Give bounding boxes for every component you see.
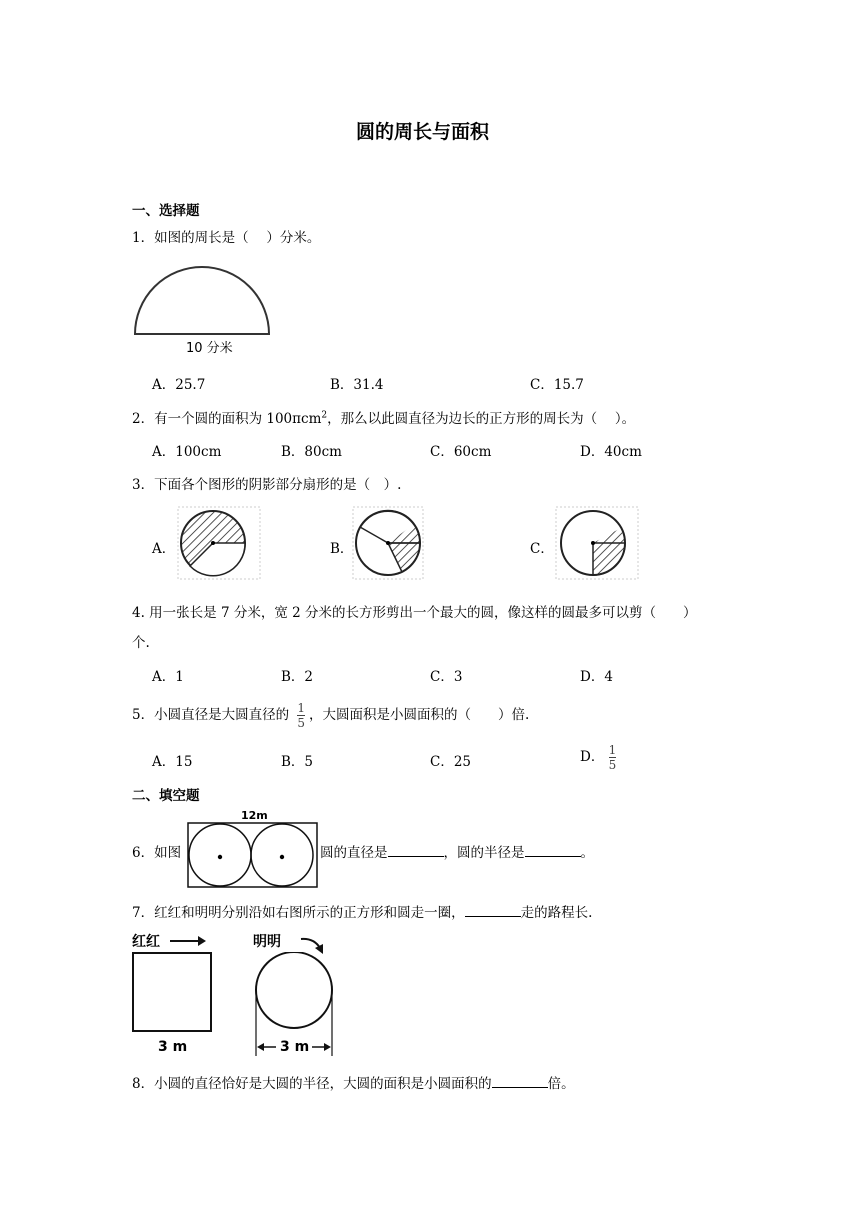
question-7-text — [132, 901, 592, 921]
arrow-right-icon — [168, 934, 208, 948]
q5-frac-denominator: 5 — [297, 716, 306, 730]
question-4-line2: 个. — [132, 635, 150, 651]
q7-text-before: 7．红红和明明分别沿如右图所示的正方形和圆走一圈， — [132, 905, 465, 921]
question-1-text: 1．如图的周长是（ ）分米。 — [132, 230, 321, 246]
q5-text-before: 5．小圆直径是大圆直径的 — [132, 707, 290, 723]
question-6-prefix: 6．如图 — [132, 845, 182, 861]
semicircle-label: 10 分米 — [186, 341, 233, 356]
q5-text-after: ，大圆面积是小圆面积的（ ）倍. — [309, 707, 530, 723]
q2-text-after: ，那么以此圆直径为边长的正方形的周长为（ ）。 — [327, 411, 636, 427]
q4-option-c: C．3 — [430, 669, 463, 685]
page-title: 圆的周长与面积 — [356, 121, 490, 143]
q5-fraction — [297, 702, 305, 729]
q3-option-a: A． — [152, 541, 176, 557]
question-8-text — [132, 1072, 575, 1092]
circle-diameter-label: 3 m — [280, 1039, 310, 1055]
q6-text-mid: 圆的直径是 — [320, 845, 388, 861]
q5-option-d — [580, 744, 616, 771]
q6-blank-diameter[interactable] — [388, 844, 444, 857]
q2-option-d: D．40cm — [580, 444, 642, 460]
q7-blank[interactable] — [465, 904, 521, 917]
q1-option-a: A．25.7 — [152, 377, 206, 393]
q4-option-d: D．4 — [580, 669, 613, 685]
q6-text-mid2: ，圆的半径是 — [443, 845, 525, 861]
question-2-text — [132, 407, 635, 427]
q5-option-d-label: D． — [580, 749, 605, 765]
q2-option-b: B．80cm — [281, 444, 342, 460]
q6-blank-radius[interactable] — [525, 844, 581, 857]
section-heading-choice: 一、选择题 — [132, 203, 200, 219]
q6-figure-label: 12m — [241, 809, 268, 822]
sector-figure-b — [352, 506, 424, 580]
q3-option-c: C． — [530, 541, 554, 557]
q8-blank[interactable] — [492, 1075, 548, 1088]
q5-option-d-fraction — [609, 744, 617, 771]
question-4-line1: 4. 用一张长是 7 分米，宽 2 分米的长方形剪出一个最大的圆，像这样的圆最多可以剪（ ） — [132, 605, 697, 621]
q5-option-a: A．15 — [152, 754, 193, 770]
q5-option-c: C．25 — [430, 754, 472, 770]
hong-label: 红红 — [132, 934, 160, 950]
two-circles-figure — [187, 822, 319, 890]
q1-option-c: C．15.7 — [530, 377, 584, 393]
q4-option-a: A．1 — [152, 669, 184, 685]
sector-figure-a — [177, 506, 261, 580]
q2-option-a: A．100cm — [152, 444, 222, 460]
q8-text-before: 8．小圆的直径恰好是大圆的半径，大圆的面积是小圆面积的 — [132, 1076, 492, 1092]
square-figure — [132, 952, 214, 1034]
q2-superscript: 2 — [321, 410, 328, 421]
q5-optd-denominator: 5 — [608, 758, 617, 772]
question-6-rest — [320, 841, 594, 861]
q5-option-b: B．5 — [281, 754, 314, 770]
q1-option-b: B．31.4 — [330, 377, 384, 393]
q5-optd-numerator: 1 — [608, 743, 617, 757]
section-heading-fill: 二、填空题 — [132, 788, 200, 804]
q4-option-b: B．2 — [281, 669, 314, 685]
sector-figure-c — [555, 506, 639, 580]
q8-text-after: 倍。 — [547, 1076, 575, 1092]
q3-option-b: B． — [330, 541, 354, 557]
square-side-label: 3 m — [158, 1039, 188, 1055]
q7-text-after: 走的路程长. — [520, 905, 593, 921]
q2-option-c: C．60cm — [430, 444, 492, 460]
question-3-text: 3．下面各个图形的阴影部分扇形的是（ ）. — [132, 477, 402, 493]
q5-frac-numerator: 1 — [297, 701, 306, 715]
q2-text-before: 2．有一个圆的面积为 100πcm — [132, 411, 322, 427]
q6-text-end: 。 — [580, 845, 594, 861]
ming-label: 明明 — [253, 934, 281, 950]
question-5-text — [132, 702, 529, 729]
